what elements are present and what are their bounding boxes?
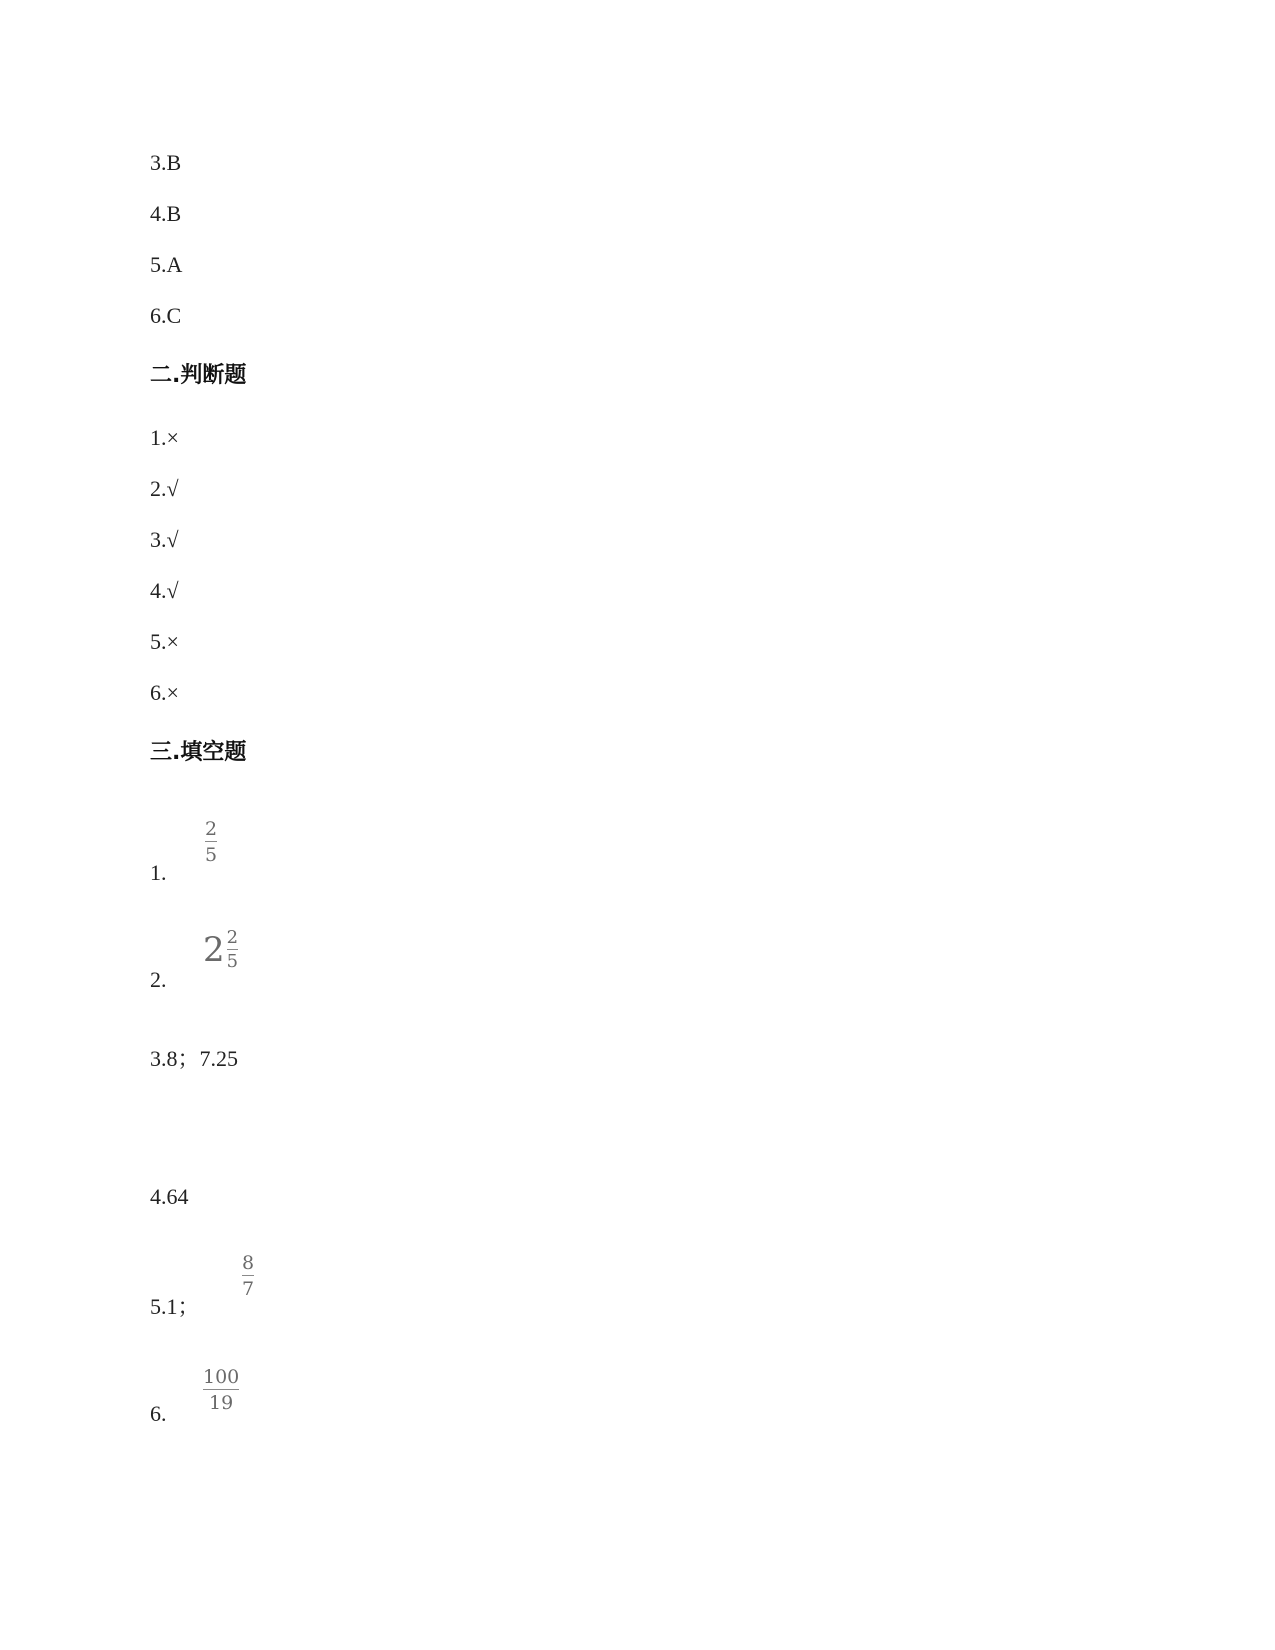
mixed-fraction bbox=[227, 928, 238, 972]
fraction-numerator: 8 bbox=[242, 1252, 255, 1274]
fraction-answer-1 bbox=[205, 818, 217, 866]
answer-item: 6.C bbox=[150, 303, 182, 328]
answer-item: 2.√ bbox=[150, 476, 179, 501]
fill-answer-6-label: 6. bbox=[150, 1401, 167, 1426]
fill-answer-5-label: 5.1； bbox=[150, 1294, 200, 1319]
answer-item: 3.B bbox=[150, 150, 182, 175]
section-heading-fill-in: 三.填空题 bbox=[150, 740, 247, 765]
answer-item: 5.× bbox=[150, 629, 179, 654]
fraction-denominator: 7 bbox=[242, 1278, 255, 1300]
answer-item: 1.× bbox=[150, 425, 179, 450]
fill-answer-1-label: 1. bbox=[150, 860, 167, 885]
fraction-denominator: 5 bbox=[205, 844, 218, 866]
fill-answer-3: 3.8；7.25 bbox=[150, 1046, 239, 1071]
fraction-bar bbox=[227, 949, 238, 950]
fraction-answer-6 bbox=[203, 1366, 239, 1414]
answer-item: 3.√ bbox=[150, 527, 179, 552]
mixed-number-answer-2 bbox=[203, 928, 238, 972]
answer-item: 5.A bbox=[150, 252, 183, 277]
fraction-bar bbox=[242, 1275, 254, 1276]
fraction-bar bbox=[203, 1389, 239, 1390]
fraction-bar bbox=[205, 841, 217, 842]
fraction-numerator: 2 bbox=[226, 927, 239, 948]
fraction-numerator: 100 bbox=[203, 1366, 240, 1388]
fill-answer-2-label: 2. bbox=[150, 967, 167, 992]
fraction-numerator: 2 bbox=[205, 818, 218, 840]
fraction-denominator: 5 bbox=[226, 951, 239, 972]
section-heading-true-false: 二.判断题 bbox=[150, 363, 247, 388]
fraction-answer-5 bbox=[242, 1252, 254, 1300]
mixed-whole: 2 bbox=[203, 930, 225, 970]
fill-answer-4: 4.64 bbox=[150, 1184, 189, 1209]
answer-item: 6.× bbox=[150, 680, 179, 705]
answer-item: 4.B bbox=[150, 201, 182, 226]
answer-item: 4.√ bbox=[150, 578, 179, 603]
fraction-denominator: 19 bbox=[209, 1392, 234, 1414]
